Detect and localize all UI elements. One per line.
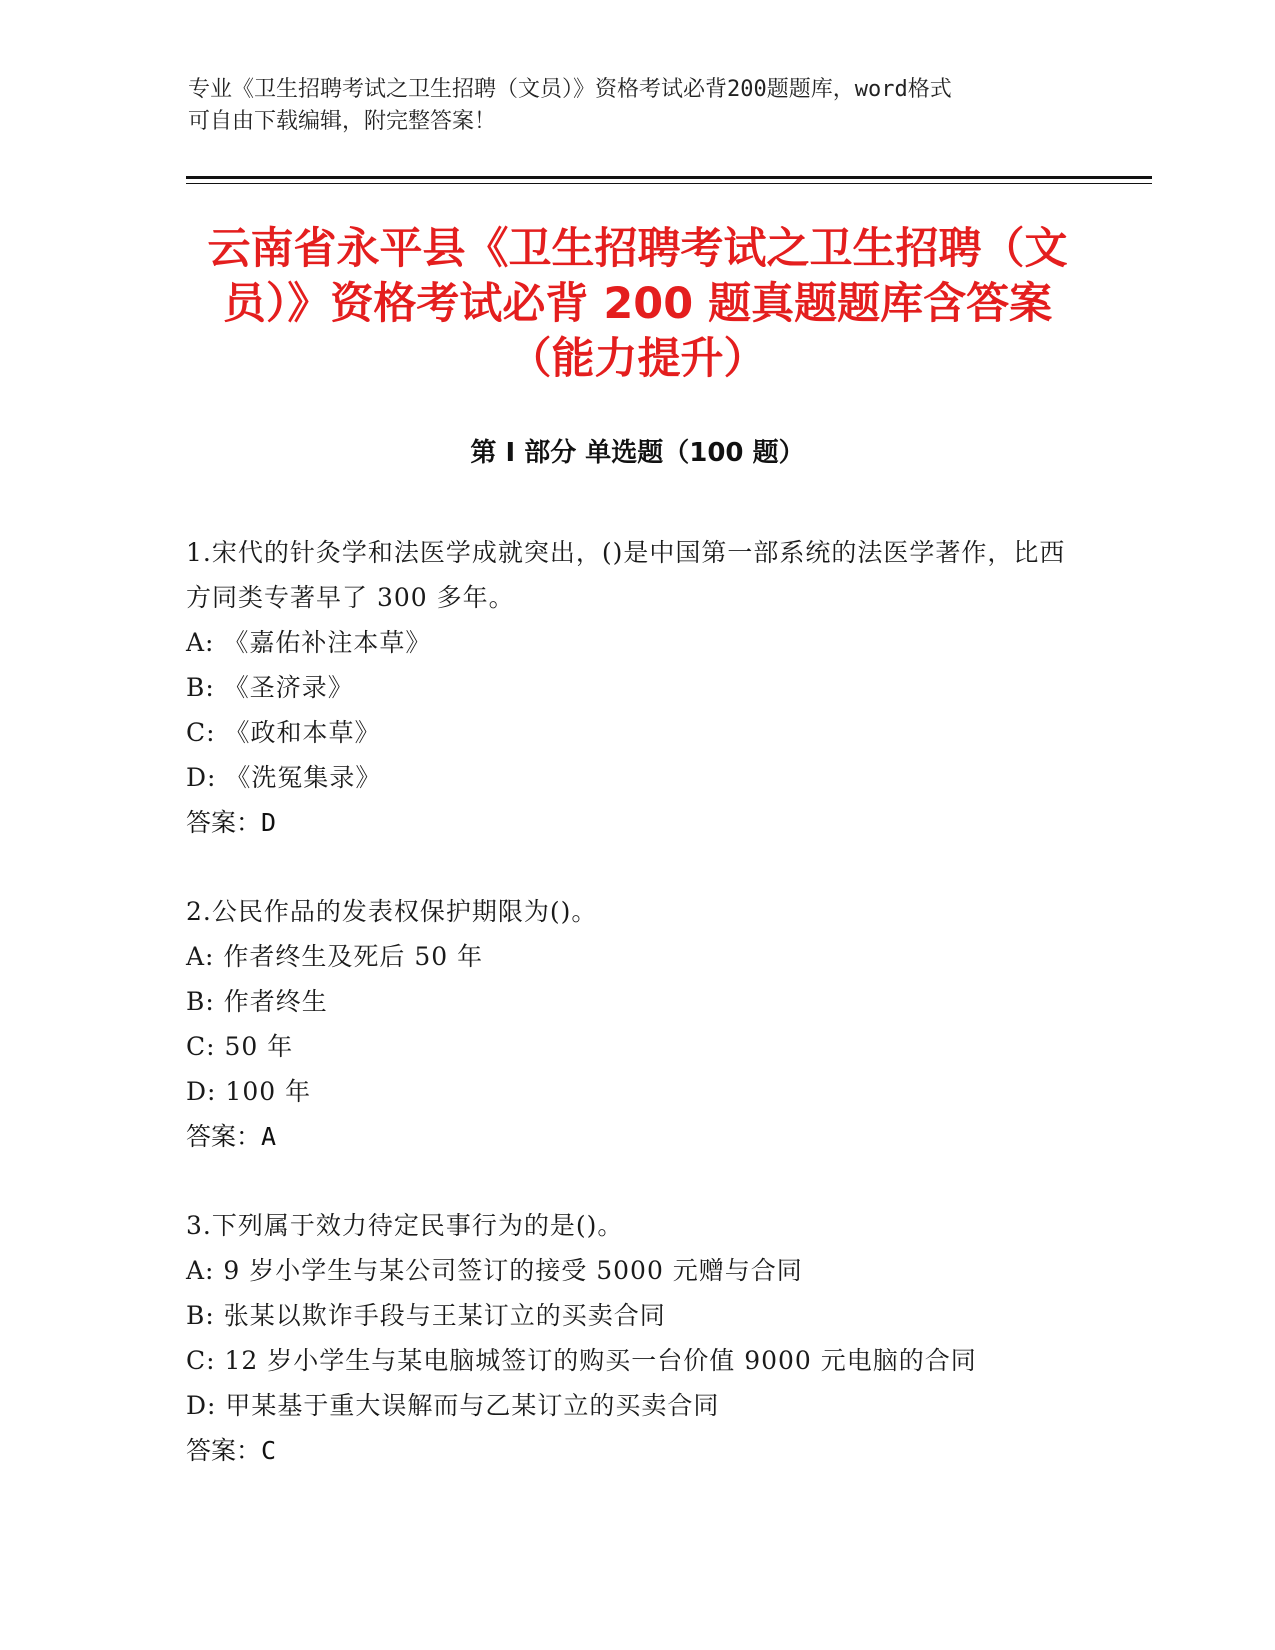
question-stem: 3.下列属于效力待定民事行为的是()。	[186, 1211, 624, 1240]
header-note-line-1: 专业《卫生招聘考试之卫生招聘（文员）》资格考试必背200题题库，word格式	[188, 77, 952, 102]
answer-value: C	[261, 1436, 277, 1465]
answer-value: D	[261, 808, 277, 837]
question-answer	[186, 1114, 1086, 1159]
question-item	[186, 530, 1086, 845]
question-option: C: 《政和本草》	[186, 718, 381, 747]
answer-value: A	[261, 1122, 277, 1151]
question-option: B: 作者终生	[186, 987, 328, 1016]
question-option: C: 50 年	[186, 1032, 294, 1061]
question-option: A: 《嘉佑补注本草》	[186, 628, 432, 657]
question-item	[186, 889, 1086, 1159]
header-divider-thick	[186, 176, 1152, 179]
question-item	[186, 1203, 1086, 1473]
answer-label: 答案：	[186, 1436, 262, 1465]
header-note-line-2: 可自由下载编辑，附完整答案！	[188, 109, 497, 134]
question-answer	[186, 1428, 1086, 1473]
question-list	[186, 530, 1086, 1517]
question-option: D: 《洗冤集录》	[186, 763, 382, 792]
question-option: C: 12 岁小学生与某电脑城签订的购买一台价值 9000 元电脑的合同	[186, 1346, 977, 1375]
section-heading: 第 I 部分 单选题（100 题）	[470, 438, 805, 468]
answer-label: 答案：	[186, 808, 262, 837]
question-stem: 2.公民作品的发表权保护期限为()。	[186, 897, 598, 926]
header-divider-thin	[186, 183, 1152, 184]
question-option: D: 100 年	[186, 1077, 312, 1106]
question-option: D: 甲某基于重大误解而与乙某订立的买卖合同	[186, 1391, 720, 1420]
question-option: B: 《圣济录》	[186, 673, 354, 702]
document-title: 云南省永平县《卫生招聘考试之卫生招聘（文员）》资格考试必背 200 题真题题库含答案（能力提升）	[207, 224, 1068, 384]
question-stem: 1.宋代的针灸学和法医学成就突出，()是中国第一部系统的法医学著作，比西方同类专著早了 300 多年。	[186, 538, 1066, 612]
question-option: A: 作者终生及死后 50 年	[186, 942, 484, 971]
question-option: B: 张某以欺诈手段与王某订立的买卖合同	[186, 1301, 666, 1330]
header-note	[188, 74, 1088, 138]
question-answer	[186, 800, 1086, 845]
answer-label: 答案：	[186, 1122, 262, 1151]
question-option: A: 9 岁小学生与某公司签订的接受 5000 元赠与合同	[186, 1256, 803, 1285]
